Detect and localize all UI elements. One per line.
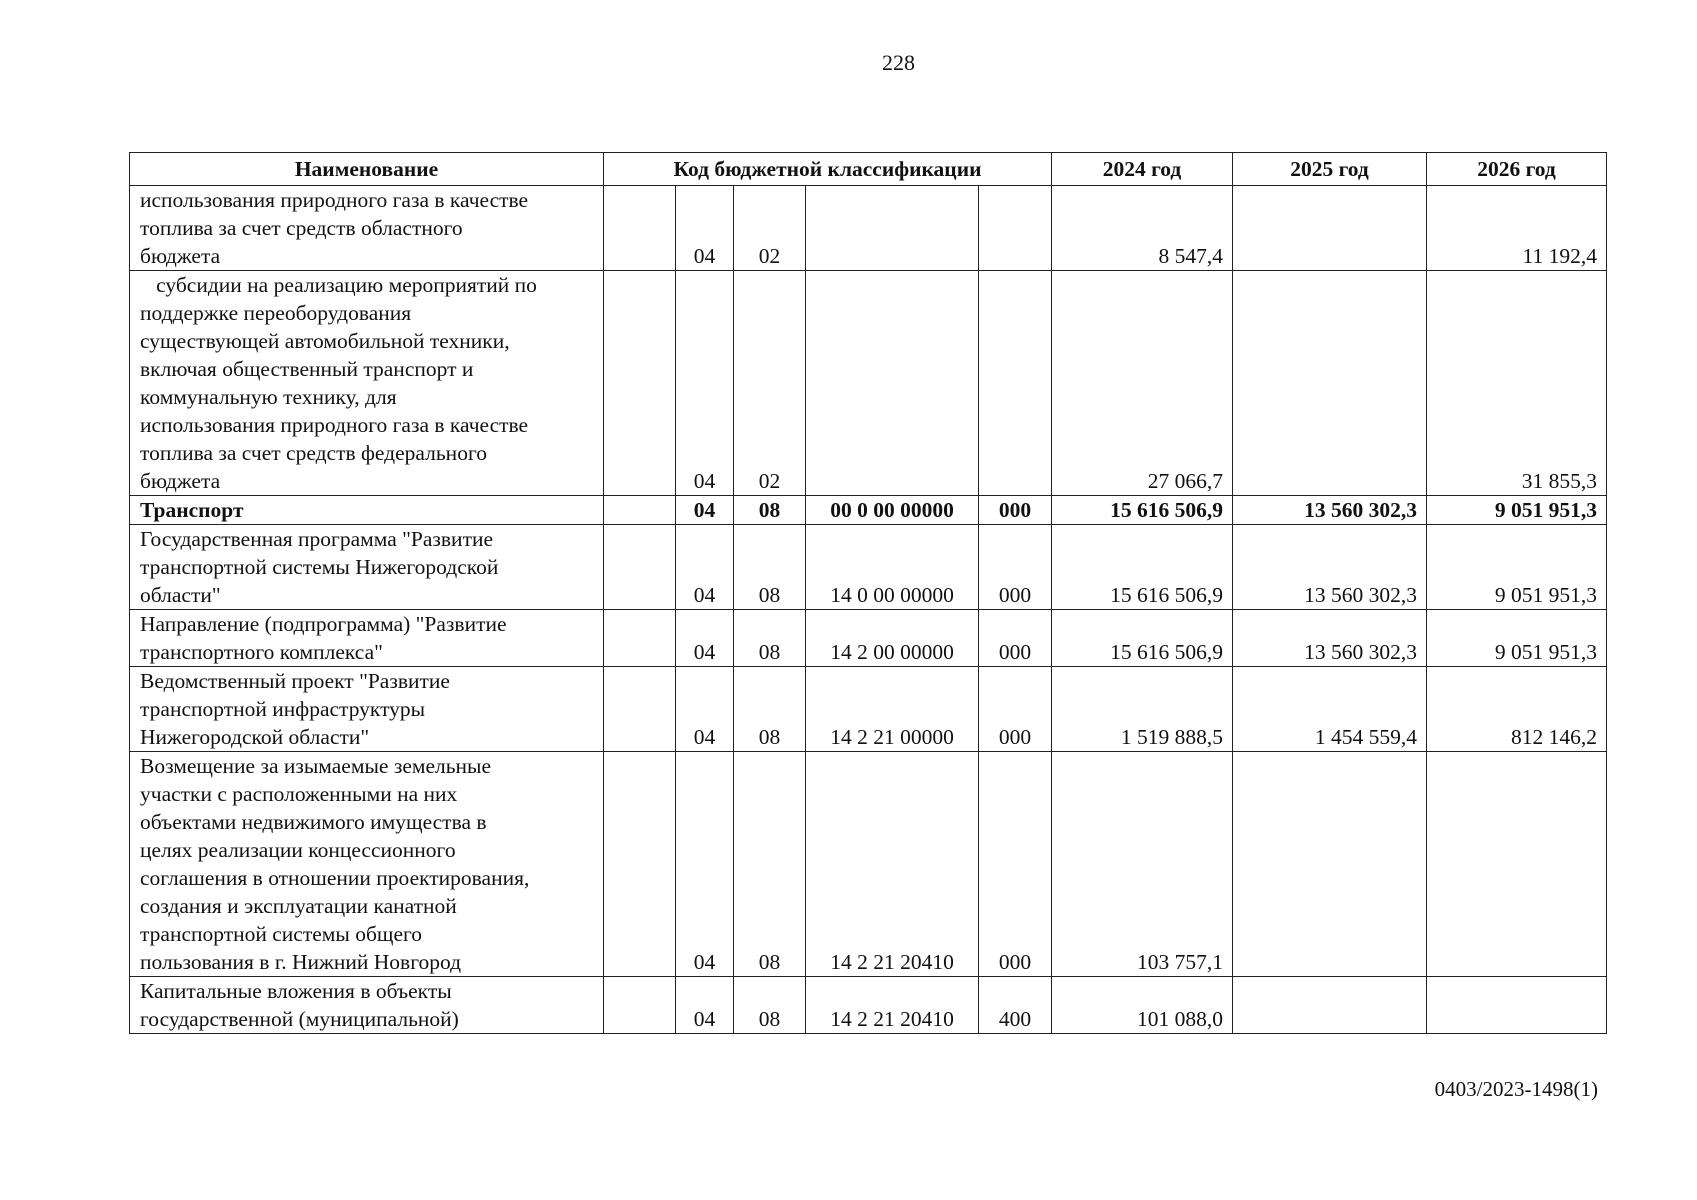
- code-section: 04: [676, 496, 734, 525]
- amount-2024: 1 519 888,5: [1052, 667, 1233, 752]
- code-blank: [604, 271, 676, 496]
- code-section: 04: [676, 977, 734, 1034]
- amount-2025: 13 560 302,3: [1233, 496, 1427, 525]
- row-name: [130, 186, 604, 271]
- row-name-line: транспортной системы Нижегородской: [140, 555, 499, 579]
- amount-2025: 1 454 559,4: [1233, 667, 1427, 752]
- code-section: 04: [676, 752, 734, 977]
- row-name-line: включая общественный транспорт и: [140, 357, 474, 381]
- row-name-line: поддержке переоборудования: [140, 301, 412, 325]
- row-name: [130, 752, 604, 977]
- row-name-line: субсидии на реализацию мероприятий по: [140, 273, 537, 297]
- code-expense-type: 000: [979, 610, 1052, 667]
- code-target-article: 14 2 21 00000: [806, 667, 979, 752]
- code-expense-type: 000: [979, 752, 1052, 977]
- code-expense-type: [979, 186, 1052, 271]
- row-name-line: объектами недвижимого имущества в: [140, 810, 487, 834]
- row-name-line: области": [140, 583, 221, 607]
- row-name: [130, 977, 604, 1034]
- row-name-line: государственной (муниципальной): [140, 1007, 459, 1031]
- table-row: [130, 752, 1607, 977]
- code-blank: [604, 610, 676, 667]
- code-target-article: 14 0 00 00000: [806, 525, 979, 610]
- row-name-line: Возмещение за изымаемые земельные: [140, 754, 492, 778]
- amount-2026: 11 192,4: [1427, 186, 1607, 271]
- row-name-line: коммунальную технику, для: [140, 385, 397, 409]
- code-section: 04: [676, 610, 734, 667]
- code-blank: [604, 525, 676, 610]
- row-name-line: транспортного комплекса": [140, 640, 383, 664]
- table-body: [130, 186, 1607, 1034]
- header-2025: 2025 год: [1233, 153, 1427, 186]
- code-blank: [604, 186, 676, 271]
- code-target-article: 00 0 00 00000: [806, 496, 979, 525]
- code-blank: [604, 667, 676, 752]
- code-target-article: 14 2 00 00000: [806, 610, 979, 667]
- row-name-line: бюджета: [140, 469, 221, 493]
- row-name-line: использования природного газа в качестве: [140, 188, 529, 212]
- row-name-line: пользования в г. Нижний Новгород: [140, 950, 462, 974]
- code-section: 04: [676, 525, 734, 610]
- code-target-article: 14 2 21 20410: [806, 977, 979, 1034]
- amount-2025: 13 560 302,3: [1233, 610, 1427, 667]
- row-name-line: создания и эксплуатации канатной: [140, 894, 457, 918]
- row-name-line: участки с расположенными на них: [140, 782, 458, 806]
- row-name: [130, 496, 604, 525]
- amount-2026: 9 051 951,3: [1427, 610, 1607, 667]
- row-name-line: целях реализации концессионного: [140, 838, 456, 862]
- row-name-line: транспортной системы общего: [140, 922, 423, 946]
- amount-2025: 13 560 302,3: [1233, 525, 1427, 610]
- amount-2025: [1233, 271, 1427, 496]
- code-section: 04: [676, 271, 734, 496]
- row-name-line: Государственная программа "Развитие: [140, 527, 494, 551]
- code-expense-type: [979, 271, 1052, 496]
- row-name-line: топлива за счет средств областного: [140, 216, 463, 240]
- document-code: 0403/2023-1498(1): [1434, 1077, 1598, 1101]
- amount-2024: 101 088,0: [1052, 977, 1233, 1034]
- amount-2024: 15 616 506,9: [1052, 610, 1233, 667]
- amount-2026: [1427, 977, 1607, 1034]
- table-row: [130, 186, 1607, 271]
- header-2026: 2026 год: [1427, 153, 1607, 186]
- code-subsection: 08: [734, 496, 806, 525]
- code-section: 04: [676, 186, 734, 271]
- row-name-line: соглашения в отношении проектирования,: [140, 866, 530, 890]
- code-subsection: 02: [734, 271, 806, 496]
- row-name-line: бюджета: [140, 244, 221, 268]
- row-name-line: Транспорт: [140, 498, 244, 522]
- table-row: [130, 977, 1607, 1034]
- row-name-line: Нижегородской области": [140, 725, 370, 749]
- table-row: [130, 525, 1607, 610]
- code-blank: [604, 496, 676, 525]
- table-row: [130, 496, 1607, 525]
- table-row: [130, 667, 1607, 752]
- row-name: [130, 271, 604, 496]
- table-row: [130, 271, 1607, 496]
- page-number: 228: [882, 50, 915, 75]
- budget-table: [129, 152, 1607, 1034]
- header-code: Код бюджетной классификации: [604, 153, 1052, 186]
- header-2024: 2024 год: [1052, 153, 1233, 186]
- row-name-line: топлива за счет средств федерального: [140, 441, 487, 465]
- amount-2024: 15 616 506,9: [1052, 525, 1233, 610]
- code-subsection: 08: [734, 977, 806, 1034]
- amount-2024: 103 757,1: [1052, 752, 1233, 977]
- amount-2024: 15 616 506,9: [1052, 496, 1233, 525]
- code-target-article: 14 2 21 20410: [806, 752, 979, 977]
- header-row: [130, 153, 1607, 186]
- amount-2026: 9 051 951,3: [1427, 525, 1607, 610]
- row-name: [130, 667, 604, 752]
- code-target-article: [806, 186, 979, 271]
- code-expense-type: 000: [979, 667, 1052, 752]
- code-expense-type: 000: [979, 496, 1052, 525]
- row-name: [130, 610, 604, 667]
- amount-2025: [1233, 977, 1427, 1034]
- row-name-line: транспортной инфраструктуры: [140, 697, 426, 721]
- code-section: 04: [676, 667, 734, 752]
- row-name-line: Ведомственный проект "Развитие: [140, 669, 450, 693]
- table-row: [130, 610, 1607, 667]
- code-subsection: 02: [734, 186, 806, 271]
- amount-2024: 27 066,7: [1052, 271, 1233, 496]
- header-name: Наименование: [130, 153, 604, 186]
- code-subsection: 08: [734, 610, 806, 667]
- row-name: [130, 525, 604, 610]
- row-name-line: Капитальные вложения в объекты: [140, 979, 452, 1003]
- code-blank: [604, 752, 676, 977]
- row-name-line: использования природного газа в качестве: [140, 413, 529, 437]
- amount-2025: [1233, 186, 1427, 271]
- row-name-line: существующей автомобильной техники,: [140, 329, 510, 353]
- row-name-line: Направление (подпрограмма) "Развитие: [140, 612, 507, 636]
- code-target-article: [806, 271, 979, 496]
- code-blank: [604, 977, 676, 1034]
- amount-2024: 8 547,4: [1052, 186, 1233, 271]
- amount-2025: [1233, 752, 1427, 977]
- amount-2026: 812 146,2: [1427, 667, 1607, 752]
- amount-2026: [1427, 752, 1607, 977]
- code-subsection: 08: [734, 667, 806, 752]
- amount-2026: 31 855,3: [1427, 271, 1607, 496]
- table-header: [130, 153, 1607, 186]
- code-expense-type: 000: [979, 525, 1052, 610]
- amount-2026: 9 051 951,3: [1427, 496, 1607, 525]
- code-subsection: 08: [734, 525, 806, 610]
- code-subsection: 08: [734, 752, 806, 977]
- code-expense-type: 400: [979, 977, 1052, 1034]
